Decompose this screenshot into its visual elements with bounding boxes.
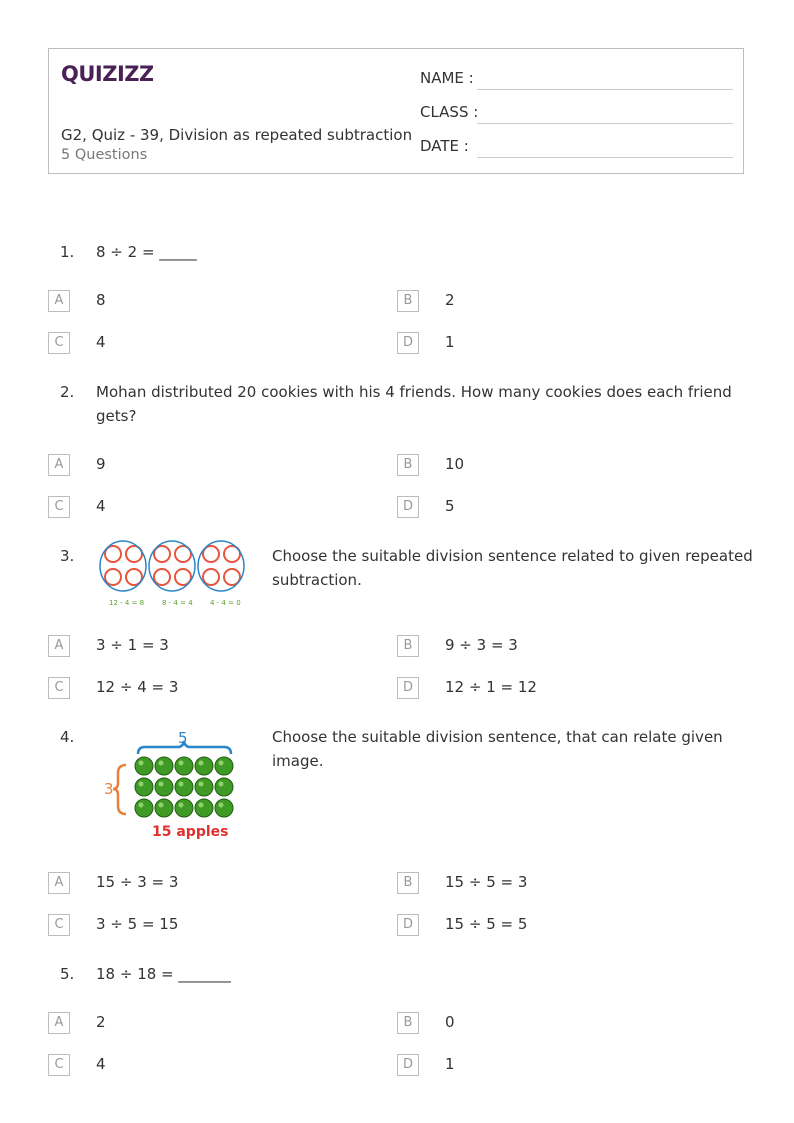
apple [135,757,153,775]
columns-label: 5 [178,729,188,747]
quizizz-logo [61,59,153,91]
apple [215,799,233,817]
apple-highlight [199,761,204,766]
name-field[interactable] [477,89,733,90]
option-text: 15 ÷ 5 = 5 [445,915,528,933]
option-text: 3 ÷ 1 = 3 [96,636,169,654]
question-text-line-2: gets? [96,407,137,425]
apple-highlight [139,761,144,766]
option-letter-c[interactable]: C [48,332,70,354]
question-text: 8 ÷ 2 = _____ [96,243,197,261]
option-letter-a[interactable]: A [48,872,70,894]
apple [135,778,153,796]
option-text: 4 [96,333,106,351]
apples-array-image [100,726,240,848]
option-letter-b[interactable]: B [397,454,419,476]
class-label: CLASS : [420,103,479,121]
option-letter-a[interactable]: A [48,635,70,657]
option-text: 4 [96,1055,106,1073]
option-text: 0 [445,1013,455,1031]
apple [195,778,213,796]
option-letter-d[interactable]: D [397,1054,419,1076]
question-count: 5 Questions [61,147,148,163]
question-text-line-1: Choose the suitable division sentence related to given repeated [272,547,753,565]
logo-text: QUIZIZZ [61,62,153,86]
option-text: 10 [445,455,465,473]
apple-highlight [179,782,184,787]
option-text: 12 ÷ 1 = 12 [445,678,537,696]
question-number: 3. [60,547,75,565]
worksheet-header [48,48,744,174]
apple [215,757,233,775]
question-text-line-1: Choose the suitable division sentence, that can relate given [272,728,723,746]
question-text-line-2: image. [272,752,324,770]
class-field[interactable] [477,123,733,124]
apple-highlight [159,803,164,808]
apple-highlight [159,782,164,787]
option-text: 1 [445,333,455,351]
subtraction-label-1: 12 - 4 = 8 [109,599,145,607]
date-field[interactable] [477,157,733,158]
subtraction-label-2: 8 - 4 = 4 [162,599,193,607]
circles-subtraction-image [96,540,252,616]
apple-highlight [179,803,184,808]
apple [155,778,173,796]
apple-highlight [139,782,144,787]
question-number: 2. [60,383,75,401]
question-number: 1. [60,243,75,261]
option-text: 15 ÷ 5 = 3 [445,873,528,891]
subtraction-label-3: 4 - 4 = 0 [210,599,241,607]
option-letter-d[interactable]: D [397,332,419,354]
date-label: DATE : [420,137,469,155]
apple-highlight [199,782,204,787]
apple [175,757,193,775]
apple [175,778,193,796]
question-text-line-2: subtraction. [272,571,362,589]
apple-highlight [199,803,204,808]
apples-caption: 15 apples [152,824,229,840]
option-text: 1 [445,1055,455,1073]
question-text: 18 ÷ 18 = _______ [96,965,231,983]
rows-label: 3 [104,780,114,798]
apple [175,799,193,817]
option-text: 2 [445,291,455,309]
apple-highlight [219,803,224,808]
option-letter-b[interactable]: B [397,290,419,312]
name-label: NAME : [420,69,474,87]
apple-highlight [159,761,164,766]
apple [195,757,213,775]
option-letter-c[interactable]: C [48,496,70,518]
option-letter-b[interactable]: B [397,1012,419,1034]
apple [155,799,173,817]
option-letter-d[interactable]: D [397,914,419,936]
question-number: 5. [60,965,75,983]
apple-highlight [219,761,224,766]
option-text: 3 ÷ 5 = 15 [96,915,179,933]
option-text: 9 [96,455,106,473]
option-letter-d[interactable]: D [397,496,419,518]
option-text: 4 [96,497,106,515]
option-letter-d[interactable]: D [397,677,419,699]
option-letter-b[interactable]: B [397,635,419,657]
question-number: 4. [60,728,75,746]
apple-highlight [219,782,224,787]
option-letter-a[interactable]: A [48,454,70,476]
apple [215,778,233,796]
option-letter-b[interactable]: B [397,872,419,894]
option-letter-c[interactable]: C [48,1054,70,1076]
option-letter-c[interactable]: C [48,914,70,936]
apple-highlight [179,761,184,766]
apple [155,757,173,775]
option-letter-a[interactable]: A [48,1012,70,1034]
option-text: 5 [445,497,455,515]
option-text: 9 ÷ 3 = 3 [445,636,518,654]
option-text: 8 [96,291,106,309]
apple-highlight [139,803,144,808]
apple [135,799,153,817]
option-text: 15 ÷ 3 = 3 [96,873,179,891]
option-letter-c[interactable]: C [48,677,70,699]
option-text: 2 [96,1013,106,1031]
apple-grid [135,757,233,817]
question-text-line-1: Mohan distributed 20 cookies with his 4 friends. How many cookies does each friend [96,383,732,401]
apple [195,799,213,817]
option-text: 12 ÷ 4 = 3 [96,678,179,696]
option-letter-a[interactable]: A [48,290,70,312]
quiz-title: G2, Quiz - 39, Division as repeated subtraction [61,126,413,144]
